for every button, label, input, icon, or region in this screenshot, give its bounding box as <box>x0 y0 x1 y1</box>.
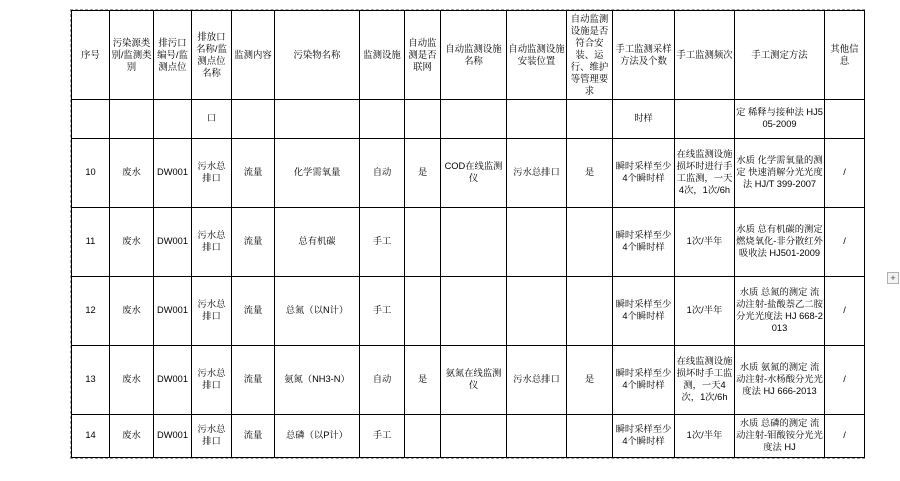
col-header-pollutant-name: 污染物名称 <box>275 11 360 100</box>
cell-auto-networked <box>405 208 441 277</box>
cell-source-type: 废水 <box>110 208 154 277</box>
col-header-manual-method: 手工测定方法 <box>735 11 825 100</box>
cell-manual-method: 水质 氨氮的测定 流动注射-水杨酸分光光度法 HJ 666-2013 <box>735 346 825 415</box>
cell-auto-device-name: COD在线监测仪 <box>441 139 507 208</box>
table-body <box>72 100 865 458</box>
table-header-row <box>72 11 865 100</box>
table-row <box>72 346 865 415</box>
cell-outlet-code: DW001 <box>154 346 192 415</box>
col-header-compliance: 自动监测设施是否符合安装、运行、维护等管理要求 <box>567 11 613 100</box>
cell-pollutant-name: 总氮（以N计） <box>275 277 360 346</box>
col-header-seq: 序号 <box>72 11 110 100</box>
cell-auto-device-name <box>441 100 507 139</box>
col-header-other-info: 其他信息 <box>825 11 865 100</box>
cell-outlet-code: DW001 <box>154 415 192 458</box>
cell-manual-method: 水质 化学需氧量的测定 快速消解分光光度法 HJ/T 399-2007 <box>735 139 825 208</box>
cell-outlet-code: DW001 <box>154 208 192 277</box>
cell-auto-device-name: 氨氮在线监测仪 <box>441 346 507 415</box>
cell-auto-networked <box>405 277 441 346</box>
cell-manual-sampling: 瞬时采样至少4个瞬时样 <box>613 346 675 415</box>
cell-compliance <box>567 415 613 458</box>
cell-source-type: 废水 <box>110 346 154 415</box>
cell-manual-sampling: 瞬时采样至少4个瞬时样 <box>613 277 675 346</box>
cell-monitor-facility: 手工 <box>360 277 405 346</box>
cell-compliance <box>567 208 613 277</box>
cell-monitor-facility: 自动 <box>360 346 405 415</box>
cell-source-type: 废水 <box>110 139 154 208</box>
cell-monitor-content: 流量 <box>232 415 275 458</box>
cell-manual-frequency: 1次/半年 <box>675 415 735 458</box>
table-row <box>72 208 865 277</box>
table-row <box>72 277 865 346</box>
cell-monitor-content: 流量 <box>232 139 275 208</box>
cell-monitor-content: 流量 <box>232 277 275 346</box>
cell-outlet-name: 污水总排口 <box>192 346 232 415</box>
cell-monitor-facility: 手工 <box>360 208 405 277</box>
cell-auto-networked: 是 <box>405 139 441 208</box>
cell-other-info: / <box>825 346 865 415</box>
cell-compliance: 是 <box>567 346 613 415</box>
cell-manual-frequency: 1次/半年 <box>675 277 735 346</box>
cell-monitor-facility: 自动 <box>360 139 405 208</box>
cell-monitor-facility <box>360 100 405 139</box>
col-header-source-type: 污染源类别/监测类别 <box>110 11 154 100</box>
cell-auto-networked <box>405 415 441 458</box>
cell-source-type <box>110 100 154 139</box>
cell-monitor-content: 流量 <box>232 208 275 277</box>
cell-outlet-name: 污水总排口 <box>192 415 232 458</box>
cell-other-info: / <box>825 139 865 208</box>
col-header-monitor-content: 监测内容 <box>232 11 275 100</box>
col-header-outlet-name: 排放口名称/监测点位名称 <box>192 11 232 100</box>
cell-outlet-code: DW001 <box>154 277 192 346</box>
cell-compliance <box>567 100 613 139</box>
cell-seq <box>72 100 110 139</box>
cell-compliance: 是 <box>567 139 613 208</box>
cell-manual-frequency: 在线监测设施损坏时进行手工监测，一天4次，1次/6h <box>675 139 735 208</box>
cell-manual-sampling: 瞬时采样至少4个瞬时样 <box>613 139 675 208</box>
cell-manual-sampling: 时样 <box>613 100 675 139</box>
cell-source-type: 废水 <box>110 277 154 346</box>
cell-outlet-name: 口 <box>192 100 232 139</box>
cell-manual-frequency: 在线监测设施损坏时手工监测，一天4次，1次/6h <box>675 346 735 415</box>
cell-outlet-code: DW001 <box>154 139 192 208</box>
col-header-manual-sampling: 手工监测采样方法及个数 <box>613 11 675 100</box>
cell-auto-device-position <box>507 208 567 277</box>
cell-other-info: / <box>825 208 865 277</box>
cell-auto-networked: 是 <box>405 346 441 415</box>
cell-pollutant-name <box>275 100 360 139</box>
cell-compliance <box>567 277 613 346</box>
cell-other-info <box>825 100 865 139</box>
cell-manual-frequency: 1次/半年 <box>675 208 735 277</box>
cell-manual-method: 水质 总磷的测定 流动注射-钼酸铵分光光度法 HJ <box>735 415 825 458</box>
cell-auto-device-position: 污水总排口 <box>507 139 567 208</box>
cell-manual-method: 水质 总有机碳的测定 燃烧氧化-非分散红外吸收法 HJ501-2009 <box>735 208 825 277</box>
cell-auto-device-position <box>507 415 567 458</box>
cell-auto-device-position: 污水总排口 <box>507 346 567 415</box>
vertical-scrollbar[interactable] <box>886 0 900 481</box>
cell-outlet-name: 污水总排口 <box>192 277 232 346</box>
cell-auto-device-position <box>507 100 567 139</box>
cell-auto-device-position <box>507 277 567 346</box>
table-row <box>72 415 865 458</box>
cell-outlet-name: 污水总排口 <box>192 139 232 208</box>
zoom-in-button[interactable]: + <box>887 272 899 284</box>
cell-monitor-facility: 手工 <box>360 415 405 458</box>
cell-pollutant-name: 氨氮（NH3-N） <box>275 346 360 415</box>
cell-other-info: / <box>825 415 865 458</box>
cell-pollutant-name: 化学需氧量 <box>275 139 360 208</box>
col-header-auto-device-position: 自动监测设施安装位置 <box>507 11 567 100</box>
cell-monitor-content: 流量 <box>232 346 275 415</box>
cell-manual-sampling: 瞬时采样至少4个瞬时样 <box>613 415 675 458</box>
cell-manual-method: 水质 总氮的测定 流动注射-盐酸萘乙二胺分光光度法 HJ 668-2013 <box>735 277 825 346</box>
cell-seq: 12 <box>72 277 110 346</box>
monitoring-plan-table <box>71 10 865 458</box>
cell-manual-frequency <box>675 100 735 139</box>
col-header-manual-frequency: 手工监测频次 <box>675 11 735 100</box>
cell-manual-method: 定 稀释与接种法 HJ505-2009 <box>735 100 825 139</box>
page-left-margin <box>0 0 70 481</box>
cell-seq: 13 <box>72 346 110 415</box>
cell-auto-networked <box>405 100 441 139</box>
cell-pollutant-name: 总磷（以P计） <box>275 415 360 458</box>
cell-outlet-name: 污水总排口 <box>192 208 232 277</box>
cell-auto-device-name <box>441 415 507 458</box>
col-header-auto-device-name: 自动监测设施名称 <box>441 11 507 100</box>
table-row <box>72 100 865 139</box>
monitoring-plan-table-container <box>70 9 865 459</box>
cell-auto-device-name <box>441 208 507 277</box>
cell-other-info: / <box>825 277 865 346</box>
cell-outlet-code <box>154 100 192 139</box>
cell-seq: 11 <box>72 208 110 277</box>
cell-pollutant-name: 总有机碳 <box>275 208 360 277</box>
col-header-auto-networked: 自动监测是否联网 <box>405 11 441 100</box>
cell-source-type: 废水 <box>110 415 154 458</box>
cell-seq: 14 <box>72 415 110 458</box>
table-row <box>72 139 865 208</box>
cell-monitor-content <box>232 100 275 139</box>
cell-seq: 10 <box>72 139 110 208</box>
col-header-monitor-facility: 监测设施 <box>360 11 405 100</box>
col-header-outlet-code: 排污口编号/监测点位 <box>154 11 192 100</box>
cell-manual-sampling: 瞬时采样至少4个瞬时样 <box>613 208 675 277</box>
cell-auto-device-name <box>441 277 507 346</box>
